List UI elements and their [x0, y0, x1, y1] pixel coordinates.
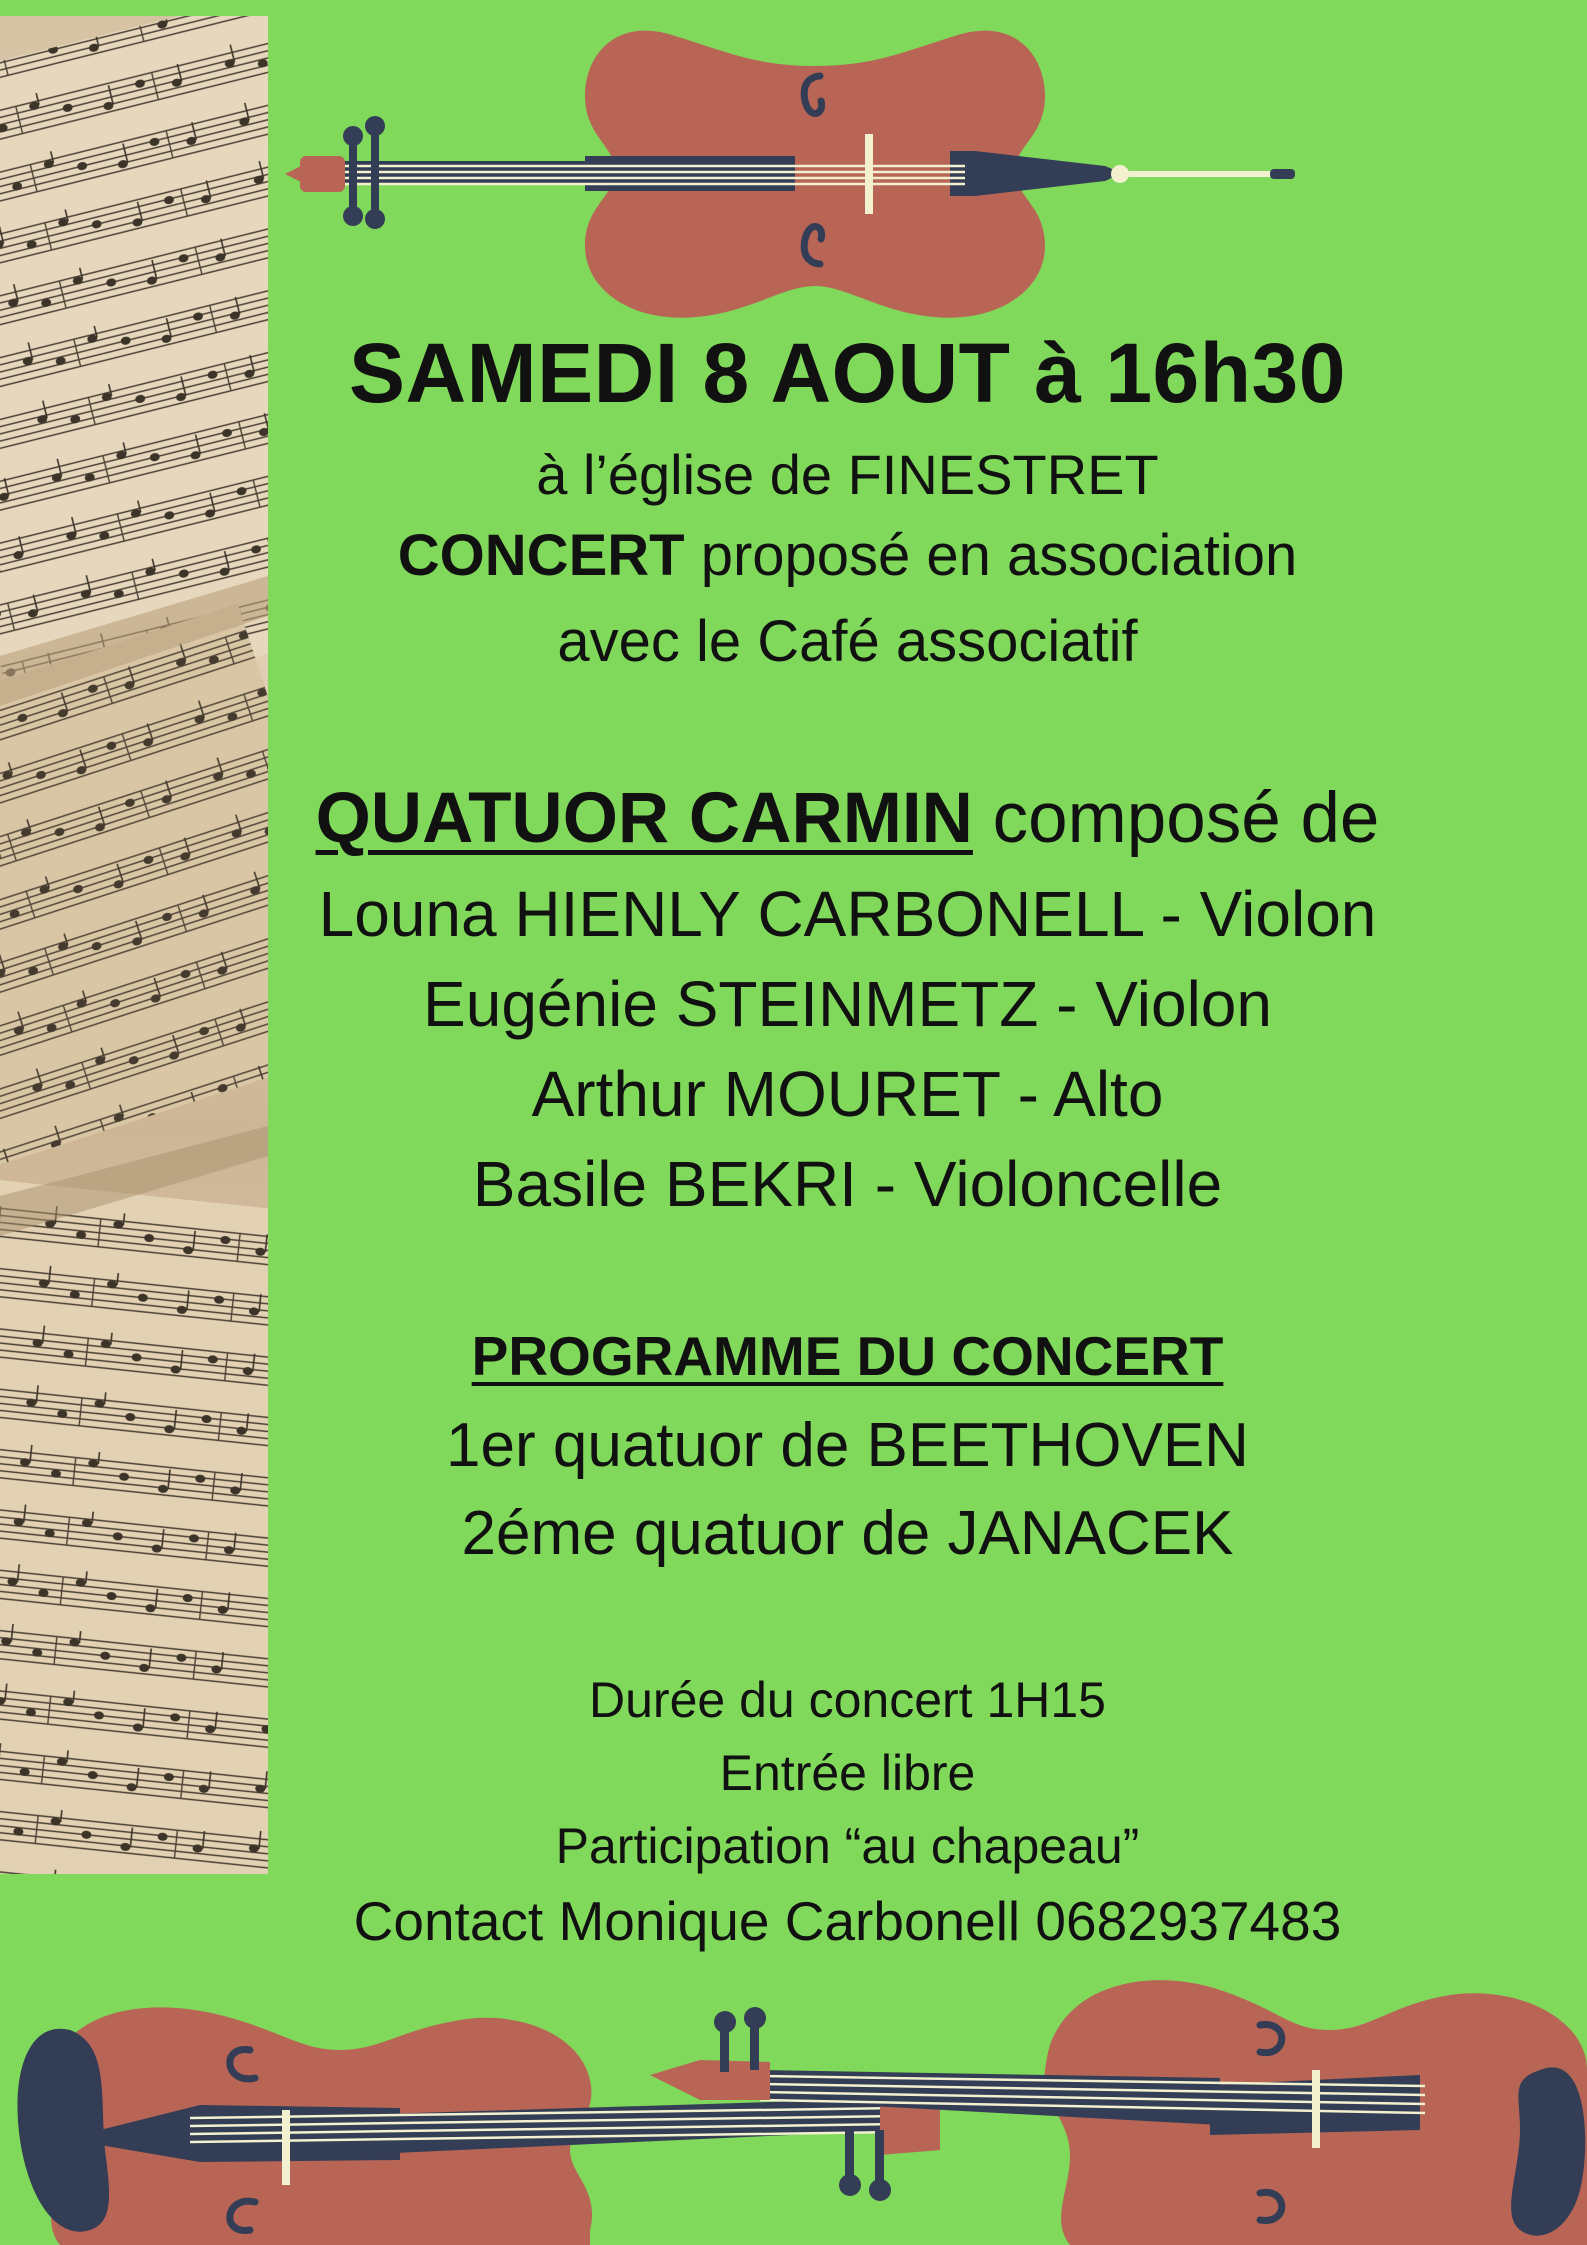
violin-illustration-bottom-right [640, 1950, 1587, 2245]
program-item: 2éme quatuor de JANACEK [461, 1499, 1234, 1568]
concert-description-line-1 [268, 523, 1427, 590]
member-item: Eugénie STEINMETZ - Violon [423, 968, 1272, 1040]
ensemble-line [268, 778, 1427, 860]
ensemble-suffix: composé de [972, 779, 1380, 858]
admission-info: Entrée libre [719, 1745, 976, 1801]
concert-label: CONCERT [397, 523, 685, 588]
violin-illustration-top [285, 16, 1305, 326]
contact-info: Contact Monique Carbonell 0682937483 [353, 1890, 1342, 1952]
member-item: Arthur MOURET - Alto [531, 1058, 1164, 1130]
concert-description-line-2: avec le Café associatif [557, 609, 1138, 674]
participation-info: Participation “au chapeau” [555, 1818, 1140, 1874]
member-item: Basile BEKRI - Violoncelle [472, 1148, 1223, 1220]
duration-info: Durée du concert 1H15 [589, 1672, 1106, 1728]
ensemble-name: QUATUOR CARMIN [315, 779, 973, 858]
member-item: Louna HIENLY CARBONELL - Violon [318, 878, 1377, 950]
venue-line: à l’église de FINESTRET [536, 443, 1159, 506]
event-date-time: SAMEDI 8 AOUT à 16h30 [348, 326, 1346, 420]
concert-description-text: proposé en association [684, 523, 1298, 588]
sheet-music-photo [0, 16, 268, 1874]
program-heading: PROGRAMME DU CONCERT [471, 1325, 1224, 1387]
program-item: 1er quatuor de BEETHOVEN [446, 1411, 1249, 1480]
